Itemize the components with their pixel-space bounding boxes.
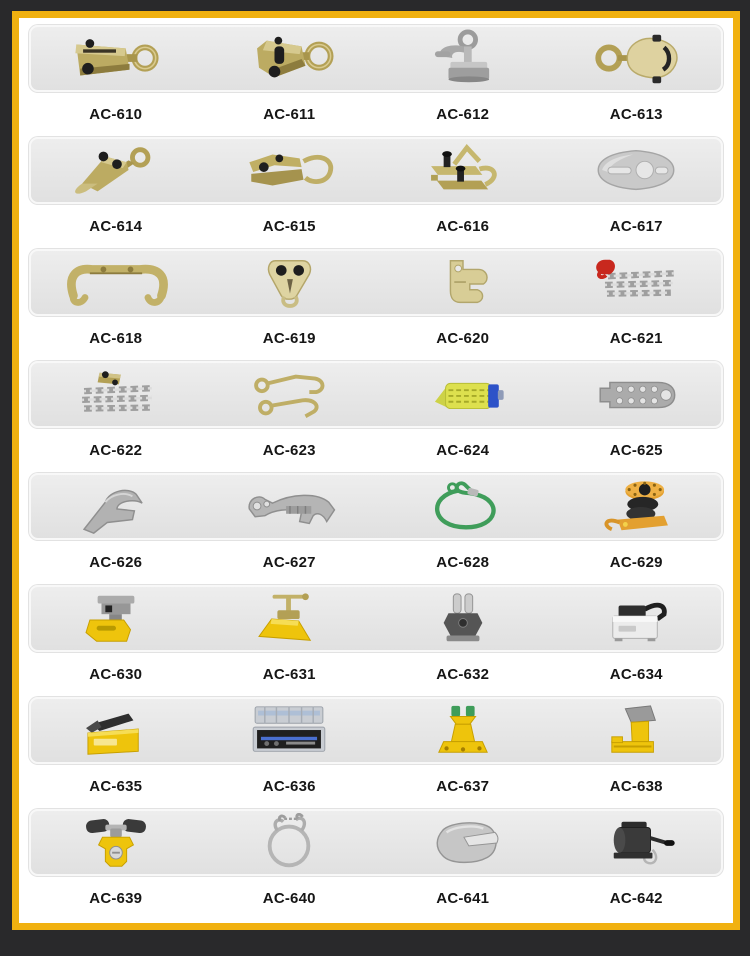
product-code: AC-616 bbox=[436, 218, 490, 235]
code-strip bbox=[29, 428, 723, 473]
product-photo[interactable] bbox=[550, 809, 724, 876]
product-code: AC-614 bbox=[89, 218, 143, 235]
code-strip bbox=[29, 764, 723, 809]
alu-case-icon bbox=[213, 701, 365, 761]
code-strip bbox=[29, 316, 723, 361]
product-photo[interactable] bbox=[376, 361, 550, 428]
product-row bbox=[29, 137, 723, 249]
plate-hook-icon bbox=[387, 813, 539, 873]
code-strip bbox=[29, 540, 723, 585]
product-photo[interactable] bbox=[203, 137, 377, 204]
air-pump-yellow-icon bbox=[40, 701, 192, 761]
product-photo[interactable] bbox=[203, 585, 377, 652]
product-photo[interactable] bbox=[203, 25, 377, 92]
product-photo[interactable] bbox=[29, 137, 203, 204]
stand-icon bbox=[387, 701, 539, 761]
product-code: AC-632 bbox=[436, 666, 490, 683]
product-code: AC-622 bbox=[89, 442, 143, 459]
product-photo[interactable] bbox=[550, 473, 724, 540]
product-photo[interactable] bbox=[550, 585, 724, 652]
bolt-clamp-icon bbox=[387, 141, 539, 201]
product-code: AC-618 bbox=[89, 330, 143, 347]
product-photo[interactable] bbox=[203, 473, 377, 540]
product-code: AC-627 bbox=[262, 554, 316, 571]
product-photo[interactable] bbox=[203, 809, 377, 876]
teardrop-clamp-icon bbox=[560, 29, 712, 89]
product-photo[interactable] bbox=[29, 249, 203, 316]
angle-clamp-icon bbox=[40, 141, 192, 201]
product-row bbox=[29, 249, 723, 361]
code-strip bbox=[29, 652, 723, 697]
product-code: AC-617 bbox=[609, 218, 663, 235]
product-band bbox=[29, 697, 723, 764]
product-code: AC-626 bbox=[89, 554, 143, 571]
product-band bbox=[29, 25, 723, 92]
product-photo[interactable] bbox=[203, 249, 377, 316]
cable-sling-green-icon bbox=[387, 477, 539, 537]
product-band bbox=[29, 473, 723, 540]
product-photo[interactable] bbox=[203, 697, 377, 764]
pull-clamp-compact-icon bbox=[213, 29, 365, 89]
product-row bbox=[29, 585, 723, 697]
product-photo[interactable] bbox=[376, 473, 550, 540]
product-band bbox=[29, 249, 723, 316]
product-photo[interactable] bbox=[376, 137, 550, 204]
cast-claw-icon bbox=[40, 477, 192, 537]
product-code: AC-610 bbox=[89, 106, 143, 123]
product-photo[interactable] bbox=[29, 697, 203, 764]
scissor-clamp-icon bbox=[213, 141, 365, 201]
hook-hanger-icon bbox=[213, 253, 365, 313]
product-row bbox=[29, 809, 723, 921]
double-hook-bar-icon bbox=[40, 253, 192, 313]
holes-bar-icon bbox=[560, 365, 712, 425]
product-code: AC-634 bbox=[609, 666, 663, 683]
product-photo[interactable] bbox=[29, 473, 203, 540]
product-photo[interactable] bbox=[29, 25, 203, 92]
product-code: AC-629 bbox=[609, 554, 663, 571]
wire-hooks-icon bbox=[213, 365, 365, 425]
product-row bbox=[29, 361, 723, 473]
product-code: AC-640 bbox=[262, 890, 316, 907]
product-photo[interactable] bbox=[376, 249, 550, 316]
product-photo[interactable] bbox=[29, 585, 203, 652]
jack-icon bbox=[560, 701, 712, 761]
product-code: AC-641 bbox=[436, 890, 490, 907]
product-band bbox=[29, 809, 723, 876]
airbag-jack-icon bbox=[560, 477, 712, 537]
curved-arm-icon bbox=[213, 477, 365, 537]
roller-clamp-icon bbox=[40, 813, 192, 873]
air-pump-white-icon bbox=[560, 589, 712, 649]
strap-sling-icon bbox=[387, 365, 539, 425]
product-code: AC-611 bbox=[263, 106, 316, 123]
product-code: AC-624 bbox=[436, 442, 490, 459]
product-photo[interactable] bbox=[203, 361, 377, 428]
product-code: AC-630 bbox=[89, 666, 143, 683]
chain-clamp-icon bbox=[40, 365, 192, 425]
product-photo[interactable] bbox=[29, 361, 203, 428]
code-strip bbox=[29, 204, 723, 249]
product-code: AC-615 bbox=[262, 218, 316, 235]
product-row bbox=[29, 473, 723, 585]
code-strip bbox=[29, 92, 723, 137]
product-band bbox=[29, 361, 723, 428]
pull-clamp-icon bbox=[40, 29, 192, 89]
product-photo[interactable] bbox=[376, 809, 550, 876]
product-code: AC-638 bbox=[609, 778, 663, 795]
product-band bbox=[29, 137, 723, 204]
product-code: AC-642 bbox=[609, 890, 663, 907]
screw-clamp-icon bbox=[213, 589, 365, 649]
product-code: AC-625 bbox=[609, 442, 663, 459]
catalog-frame bbox=[12, 11, 740, 930]
base-clamp-icon bbox=[40, 589, 192, 649]
product-photo[interactable] bbox=[376, 585, 550, 652]
product-row bbox=[29, 25, 723, 137]
magnetic-puller-icon bbox=[387, 29, 539, 89]
product-photo[interactable] bbox=[550, 25, 724, 92]
product-code: AC-623 bbox=[262, 442, 316, 459]
product-photo[interactable] bbox=[550, 249, 724, 316]
oval-plate-icon bbox=[560, 141, 712, 201]
product-code: AC-628 bbox=[436, 554, 490, 571]
product-code: AC-635 bbox=[89, 778, 143, 795]
product-code: AC-612 bbox=[436, 106, 490, 123]
product-code: AC-636 bbox=[262, 778, 316, 795]
product-code: AC-621 bbox=[609, 330, 663, 347]
product-code: AC-620 bbox=[436, 330, 490, 347]
product-photo[interactable] bbox=[550, 697, 724, 764]
chain-red-hook-icon bbox=[560, 253, 712, 313]
product-code: AC-639 bbox=[89, 890, 143, 907]
product-code: AC-631 bbox=[262, 666, 316, 683]
product-band bbox=[29, 585, 723, 652]
product-photo[interactable] bbox=[550, 137, 724, 204]
hand-winch-icon bbox=[560, 813, 712, 873]
product-code: AC-637 bbox=[436, 778, 490, 795]
flat-hook-plate-icon bbox=[387, 253, 539, 313]
code-strip bbox=[29, 876, 723, 921]
product-photo[interactable] bbox=[550, 361, 724, 428]
jaw-clamp-icon bbox=[387, 589, 539, 649]
product-photo[interactable] bbox=[376, 25, 550, 92]
product-photo[interactable] bbox=[29, 809, 203, 876]
cable-loop-icon bbox=[213, 813, 365, 873]
product-code: AC-619 bbox=[262, 330, 316, 347]
product-photo[interactable] bbox=[376, 697, 550, 764]
product-row bbox=[29, 697, 723, 809]
product-code: AC-613 bbox=[609, 106, 663, 123]
